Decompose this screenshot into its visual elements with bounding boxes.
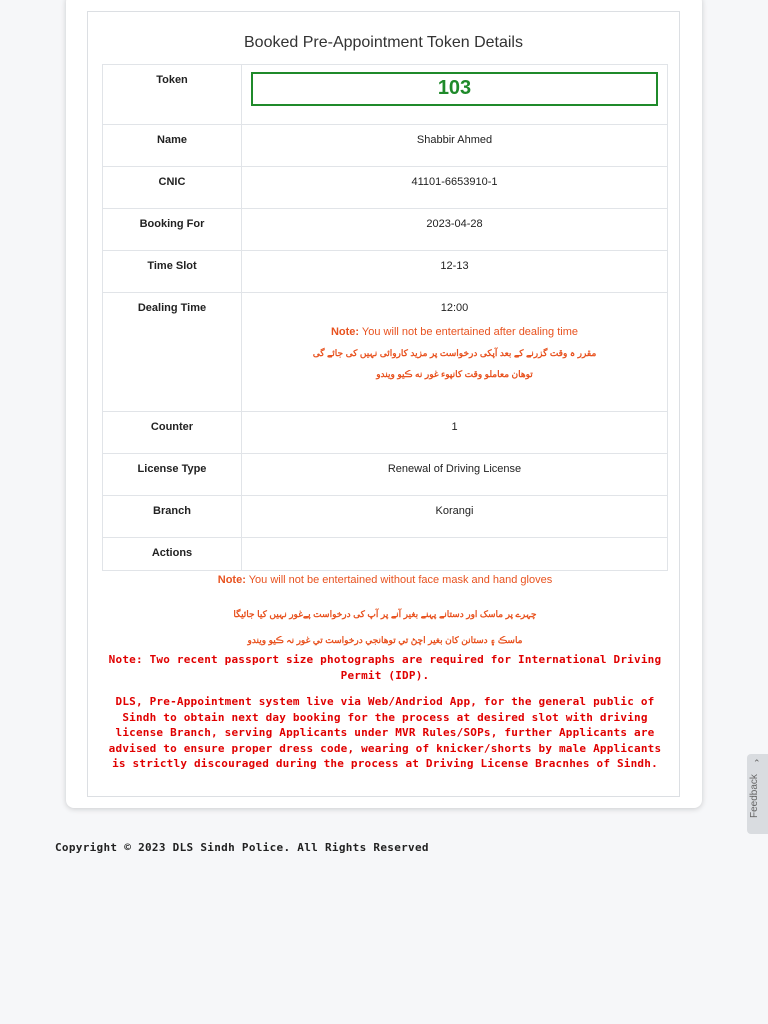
- table-row-name: [103, 125, 668, 167]
- name-label: Name: [103, 125, 242, 167]
- mask-note-prefix: Note:: [217, 574, 246, 586]
- branch-value: Korangi: [242, 496, 668, 538]
- counter-value: 1: [242, 412, 668, 454]
- table-row-branch: [103, 496, 668, 538]
- time-slot-label: Time Slot: [103, 251, 242, 293]
- table-row-cnic: [103, 167, 668, 209]
- page-title: Booked Pre-Appointment Token Details: [244, 34, 523, 51]
- booking-for-value: 2023-04-28: [242, 209, 668, 251]
- token-details-table: [102, 64, 668, 571]
- table-row-counter: [103, 412, 668, 454]
- token-label: Token: [103, 65, 242, 125]
- time-slot-value: 12-13: [242, 251, 668, 293]
- booking-for-label: Booking For: [103, 209, 242, 251]
- dealing-time-urdu-note: مقرر ہ وقت گزرنے کے بعد آپکی درخواست پر مزید کاروائی نہیں کی جائے گی: [312, 348, 597, 358]
- feedback-label: Feedback: [749, 774, 760, 818]
- mask-note: [102, 574, 668, 586]
- dealing-time-note: [243, 326, 666, 338]
- token-details-card: [66, 0, 702, 808]
- cnic-label: CNIC: [103, 167, 242, 209]
- dealing-time-value: 12:00: [440, 302, 469, 314]
- feedback-tab[interactable]: [747, 754, 768, 834]
- mask-urdu-note: چہرے پر ماسک اور دستانے پہنے بغیر آنے پر آپ کی درخواست پےغور نہیں کیا جائیگا: [233, 609, 537, 619]
- license-type-value: Renewal of Driving License: [242, 454, 668, 496]
- token-details-panel: [87, 11, 680, 797]
- mask-note-text: You will not be entertained without face mask and hand gloves: [245, 574, 553, 586]
- dealing-time-sindhi-note: توهان معاملو وقت کانپوء غور نه ڪيو ويندو: [376, 369, 533, 379]
- table-row-actions: [103, 538, 668, 571]
- name-value: Shabbir Ahmed: [242, 125, 668, 167]
- table-row-license-type: [103, 454, 668, 496]
- note-prefix: Note:: [330, 326, 360, 338]
- license-type-label: License Type: [103, 454, 242, 496]
- mask-sindhi-note: ماسڪ ۽ دستانن کان بغير اچڻ تي توهانجي درخواست تي غور نہ ڪيو ويندو: [247, 635, 523, 645]
- table-row-time-slot: [103, 251, 668, 293]
- table-row-booking-for: [103, 209, 668, 251]
- branch-label: Branch: [103, 496, 242, 538]
- table-row-token: [103, 65, 668, 125]
- table-row-dealing-time: [103, 293, 668, 412]
- copyright-text: Copyright © 2023 DLS Sindh Police. All Rights Reserved: [55, 841, 429, 854]
- actions-cell: [242, 538, 668, 571]
- counter-label: Counter: [103, 412, 242, 454]
- chevron-up-icon: ⌃: [753, 758, 761, 768]
- token-number: 103: [251, 72, 658, 106]
- cnic-value: 41101-6653910-1: [242, 167, 668, 209]
- actions-label: Actions: [103, 538, 242, 571]
- note-text: You will not be entertained after dealing time: [359, 326, 579, 338]
- dealing-time-label: Dealing Time: [103, 293, 242, 412]
- idp-note: Note: Two recent passport size photographs are required for International Driving Permit (IDP).: [108, 653, 662, 682]
- dls-info-note: DLS, Pre-Appointment system live via Web/Andriod App, for the general public of Sindh to obtain next day booking for the process at desired slot with driving license Branch, serving Applicants under MVR Rules/SOPs, further Applicants are advised to ensure proper dress code, wearing of knicker/shorts by male Applicants is strictly discouraged during the process at Driving License Bracnhes of Sindh.: [108, 695, 662, 770]
